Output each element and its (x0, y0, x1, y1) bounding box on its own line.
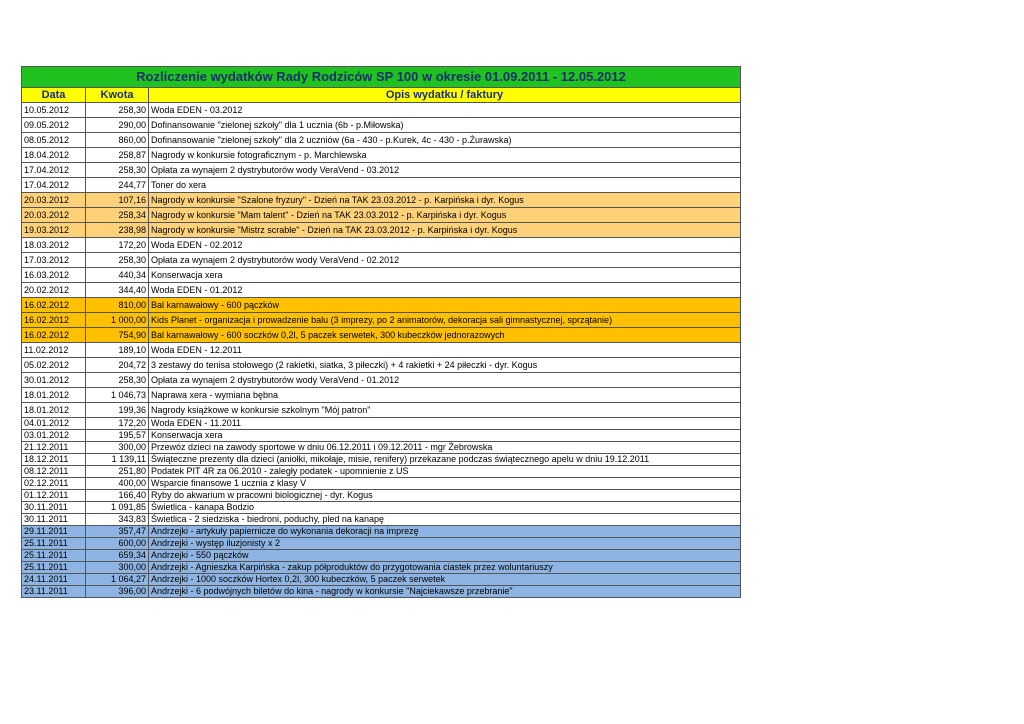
cell-date: 25.11.2011 (22, 562, 86, 574)
table-row (22, 118, 741, 133)
cell-amount: 1 000,00 (86, 313, 149, 328)
table-row (22, 430, 741, 442)
cell-date: 02.12.2011 (22, 478, 86, 490)
cell-description: Kids Planet - organizacja i prowadzenie balu (3 imprezy, po 2 animatorów, dekoracja sali gimnastycznej, sprzątanie) (149, 313, 741, 328)
cell-description: 3 zestawy do tenisa stołowego (2 rakietki, siatka, 3 piłeczki) + 4 rakietki + 24 piłeczki - dyr. Kogus (149, 358, 741, 373)
cell-description: Konserwacja xera (149, 268, 741, 283)
cell-description: Andrzejki - artykuły papiernicze do wykonania dekoracji na imprezę (149, 526, 741, 538)
header-description: Opis wydatku / faktury (149, 88, 741, 103)
cell-amount: 343,83 (86, 514, 149, 526)
cell-description: Naprawa xera - wymiana bębna (149, 388, 741, 403)
cell-amount: 300,00 (86, 562, 149, 574)
cell-date: 25.11.2011 (22, 538, 86, 550)
cell-description: Andrzejki - 6 podwójnych biletów do kina - nagrody w konkursie "Najciekawsze przebranie" (149, 586, 741, 598)
table-row (22, 103, 741, 118)
cell-description: Woda EDEN - 12.2011 (149, 343, 741, 358)
cell-amount: 810,00 (86, 298, 149, 313)
cell-date: 01.12.2011 (22, 490, 86, 502)
table-row (22, 418, 741, 430)
cell-date: 18.01.2012 (22, 403, 86, 418)
cell-description: Dofinansowanie "zielonej szkoły" dla 1 ucznia (6b - p.Miłowska) (149, 118, 741, 133)
table-row (22, 328, 741, 343)
cell-description: Toner do xera (149, 178, 741, 193)
cell-description: Andrzejki - występ iluzjonisty x 2 (149, 538, 741, 550)
table-row (22, 238, 741, 253)
table-row (22, 373, 741, 388)
table-row (22, 208, 741, 223)
cell-date: 10.05.2012 (22, 103, 86, 118)
cell-date: 29.11.2011 (22, 526, 86, 538)
table-row (22, 514, 741, 526)
cell-amount: 238,98 (86, 223, 149, 238)
cell-date: 18.01.2012 (22, 388, 86, 403)
cell-date: 17.03.2012 (22, 253, 86, 268)
cell-amount: 1 064,27 (86, 574, 149, 586)
cell-date: 19.03.2012 (22, 223, 86, 238)
cell-amount: 258,34 (86, 208, 149, 223)
cell-amount: 600,00 (86, 538, 149, 550)
cell-description: Podatek PIT 4R za 06.2010 - zaległy podatek - upomnienie z US (149, 466, 741, 478)
table-row (22, 223, 741, 238)
cell-amount: 659,34 (86, 550, 149, 562)
cell-amount: 166,40 (86, 490, 149, 502)
cell-date: 03.01.2012 (22, 430, 86, 442)
header-amount: Kwota (86, 88, 149, 103)
cell-amount: 344,40 (86, 283, 149, 298)
cell-amount: 258,30 (86, 103, 149, 118)
cell-date: 25.11.2011 (22, 550, 86, 562)
cell-description: Woda EDEN - 11.2011 (149, 418, 741, 430)
cell-amount: 258,30 (86, 163, 149, 178)
cell-amount: 860,00 (86, 133, 149, 148)
cell-amount: 244,77 (86, 178, 149, 193)
cell-description: Andrzejki - 1000 soczków Hortex 0,2l, 300 kubeczków, 5 paczek serwetek (149, 574, 741, 586)
table-row (22, 343, 741, 358)
cell-amount: 172,20 (86, 238, 149, 253)
cell-description: Woda EDEN - 01.2012 (149, 283, 741, 298)
table-row (22, 358, 741, 373)
cell-amount: 1 139,11 (86, 454, 149, 466)
table-row (22, 490, 741, 502)
table-row (22, 466, 741, 478)
cell-amount: 258,87 (86, 148, 149, 163)
table-row (22, 298, 741, 313)
cell-date: 08.12.2011 (22, 466, 86, 478)
cell-date: 16.02.2012 (22, 298, 86, 313)
cell-date: 20.03.2012 (22, 208, 86, 223)
cell-date: 20.02.2012 (22, 283, 86, 298)
table-row (22, 133, 741, 148)
table-row (22, 442, 741, 454)
cell-description: Woda EDEN - 02.2012 (149, 238, 741, 253)
cell-description: Świąteczne prezenty dla dzieci (aniołki, mikołaje, misie, renifery) przekazane podczas świątecznego apelu w dniu 19.12.2011 (149, 454, 741, 466)
cell-date: 17.04.2012 (22, 163, 86, 178)
cell-date: 16.02.2012 (22, 313, 86, 328)
sheet-title: Rozliczenie wydatków Rady Rodziców SP 100 w okresie 01.09.2011 - 12.05.2012 (22, 67, 741, 88)
cell-description: Woda EDEN - 03.2012 (149, 103, 741, 118)
cell-amount: 357,47 (86, 526, 149, 538)
cell-amount: 1 046,73 (86, 388, 149, 403)
cell-amount: 396,00 (86, 586, 149, 598)
cell-description: Bal karnawałowy - 600 pączków (149, 298, 741, 313)
cell-date: 11.02.2012 (22, 343, 86, 358)
table-row (22, 163, 741, 178)
cell-description: Nagrody w konkursie fotograficznym - p. Marchlewska (149, 148, 741, 163)
cell-amount: 107,16 (86, 193, 149, 208)
table-row (22, 388, 741, 403)
cell-date: 23.11.2011 (22, 586, 86, 598)
cell-date: 21.12.2011 (22, 442, 86, 454)
cell-description: Opłata za wynajem 2 dystrybutorów wody VeraVend - 01.2012 (149, 373, 741, 388)
table-row (22, 550, 741, 562)
expense-table (21, 66, 741, 598)
table-row (22, 574, 741, 586)
table-row (22, 148, 741, 163)
cell-date: 05.02.2012 (22, 358, 86, 373)
cell-amount: 258,30 (86, 253, 149, 268)
table-row (22, 502, 741, 514)
cell-date: 24.11.2011 (22, 574, 86, 586)
header-date: Data (22, 88, 86, 103)
table-row (22, 478, 741, 490)
table-row (22, 526, 741, 538)
cell-date: 18.03.2012 (22, 238, 86, 253)
cell-description: Nagrody w konkursie "Mam talent" - Dzień na TAK 23.03.2012 - p. Karpińska i dyr. Kogus (149, 208, 741, 223)
cell-date: 08.05.2012 (22, 133, 86, 148)
cell-amount: 258,30 (86, 373, 149, 388)
table-row (22, 193, 741, 208)
cell-date: 09.05.2012 (22, 118, 86, 133)
cell-description: Andrzejki - Agnieszka Karpińska - zakup półproduktów do przygotowania ciastek przez woluntariuszy (149, 562, 741, 574)
cell-amount: 204,72 (86, 358, 149, 373)
cell-date: 20.03.2012 (22, 193, 86, 208)
table-row (22, 253, 741, 268)
table-row (22, 268, 741, 283)
cell-amount: 189,10 (86, 343, 149, 358)
cell-date: 16.02.2012 (22, 328, 86, 343)
cell-date: 17.04.2012 (22, 178, 86, 193)
cell-description: Andrzejki - 550 pączków (149, 550, 741, 562)
cell-amount: 400,00 (86, 478, 149, 490)
cell-amount: 199,36 (86, 403, 149, 418)
title-row (22, 67, 741, 88)
table-row (22, 454, 741, 466)
cell-description: Wsparcie finansowe 1 ucznia z klasy V (149, 478, 741, 490)
table-row (22, 403, 741, 418)
table-row (22, 586, 741, 598)
cell-description: Opłata za wynajem 2 dystrybutorów wody VeraVend - 02.2012 (149, 253, 741, 268)
cell-description: Dofinansowanie "zielonej szkoły" dla 2 uczniów (6a - 430 - p.Kurek, 4c - 430 - p.Żurawska) (149, 133, 741, 148)
cell-description: Konserwacja xera (149, 430, 741, 442)
cell-amount: 251,80 (86, 466, 149, 478)
cell-amount: 195,57 (86, 430, 149, 442)
cell-description: Ryby do akwarium w pracowni biologicznej - dyr. Kogus (149, 490, 741, 502)
cell-description: Opłata za wynajem 2 dystrybutorów wody VeraVend - 03.2012 (149, 163, 741, 178)
cell-description: Przewóz dzieci na zawody sportowe w dniu 06.12.2011 i 09.12.2011 - mgr Żebrowska (149, 442, 741, 454)
cell-description: Nagrody w konkursie "Szalone fryzury" - Dzień na TAK 23.03.2012 - p. Karpińska i dyr. Kogus (149, 193, 741, 208)
cell-description: Bal karnawałowy - 600 soczków 0,2l, 5 paczek serwetek, 300 kubeczków jednorazowych (149, 328, 741, 343)
table-row (22, 562, 741, 574)
cell-date: 18.04.2012 (22, 148, 86, 163)
cell-amount: 440,34 (86, 268, 149, 283)
cell-description: Nagrody w konkursie "Mistrz scrable" - Dzień na TAK 23.03.2012 - p. Karpińska i dyr. Kogus (149, 223, 741, 238)
cell-date: 16.03.2012 (22, 268, 86, 283)
table-row (22, 538, 741, 550)
cell-date: 30.11.2011 (22, 502, 86, 514)
header-row (22, 88, 741, 103)
cell-date: 30.01.2012 (22, 373, 86, 388)
cell-amount: 1 091,85 (86, 502, 149, 514)
cell-date: 18.12.2011 (22, 454, 86, 466)
cell-date: 04.01.2012 (22, 418, 86, 430)
cell-date: 30.11.2011 (22, 514, 86, 526)
cell-amount: 754,90 (86, 328, 149, 343)
cell-amount: 300,00 (86, 442, 149, 454)
cell-description: Świetlica - 2 siedziska - biedroni, poduchy, pled na kanapę (149, 514, 741, 526)
cell-description: Nagrody książkowe w konkursie szkolnym "Mój patron" (149, 403, 741, 418)
table-row (22, 283, 741, 298)
table-row (22, 178, 741, 193)
table-row (22, 313, 741, 328)
cell-amount: 290,00 (86, 118, 149, 133)
cell-description: Świetlica - kanapa Bodzio (149, 502, 741, 514)
cell-amount: 172,20 (86, 418, 149, 430)
